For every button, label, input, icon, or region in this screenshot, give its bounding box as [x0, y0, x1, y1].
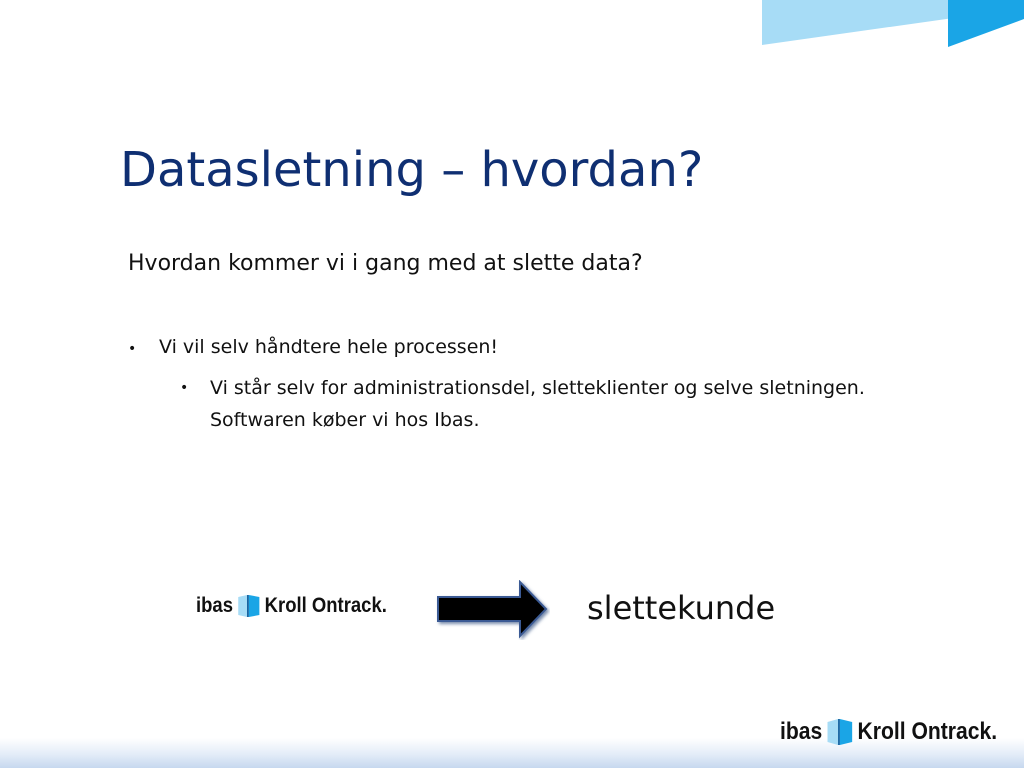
slide-subtitle: Hvordan kommer vi i gang med at slette data? [128, 251, 643, 276]
flow-target-label: slettekunde [587, 589, 776, 627]
arrow-right-icon [435, 580, 550, 640]
logo-kroll-ontrack-text: Kroll Ontrack [264, 594, 382, 617]
book-icon [236, 593, 262, 619]
bullet-level-1 [128, 334, 498, 362]
book-icon [825, 717, 855, 747]
logo-dot: . [991, 718, 998, 745]
logo-kroll-ontrack-text: Kroll Ontrack [857, 718, 992, 745]
logo-dot: . [381, 594, 387, 617]
logo-ibas-text: ibas [196, 594, 233, 617]
bullet-level-1-text: Vi vil selv håndtere hele processen! [159, 336, 499, 358]
bullet-dot: • [180, 380, 189, 396]
bullet-dot: • [128, 341, 137, 357]
footer-logo [780, 717, 997, 747]
slide-title: Datasletning – hvordan? [120, 142, 704, 198]
corner-accent-shape [760, 0, 1024, 50]
logo-ibas-text: ibas [780, 718, 823, 745]
bullet-level-2 [180, 372, 880, 436]
ibas-kroll-ontrack-logo [196, 593, 387, 619]
bullet-level-2-text: Vi står selv for administrationsdel, sletteklienter og selve sletningen. Softwaren køber vi hos Ibas. [210, 377, 865, 431]
